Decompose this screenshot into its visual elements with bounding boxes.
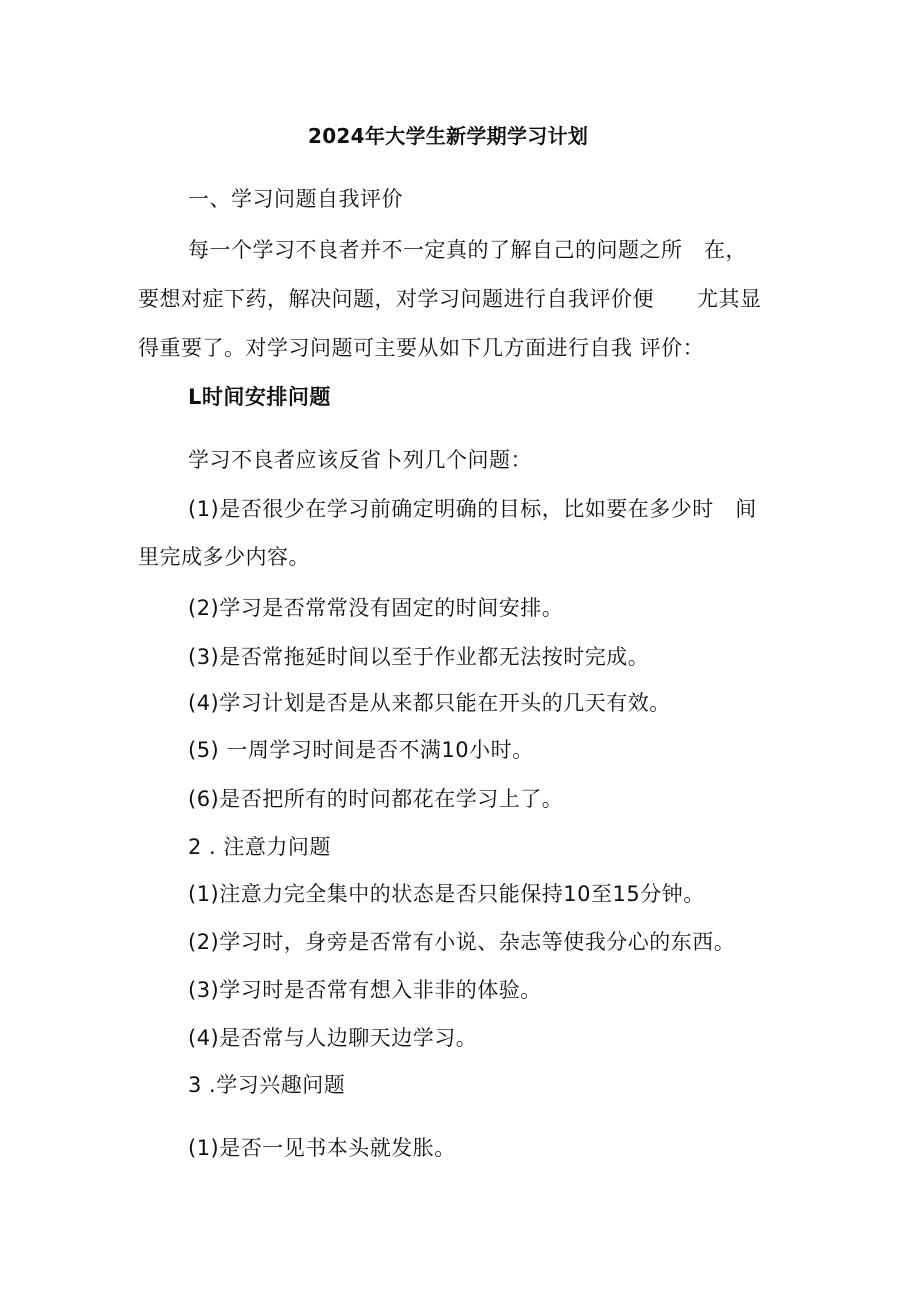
subsection-heading: 3 .学习兴趣问题	[188, 1073, 346, 1097]
subsection-heading: 2 . 注意力问题	[188, 835, 331, 859]
list-item: (2)学习时，身旁是否常有小说、杂志等使我分心的东西。	[188, 930, 736, 954]
list-item: (4)是否常与人边聊天边学习。	[188, 1026, 478, 1050]
list-item: (1)是否一见书本头就发胀。	[188, 1136, 456, 1160]
paragraph-line: 每一个学习不良者并不一定真的了解自己的问题之所 在，	[188, 238, 747, 262]
paragraph-line: 得重要了。对学习问题可主要从如下几方面进行自我 评价：	[138, 336, 705, 360]
list-item: (1)注意力完全集中的状态是否只能保持10至15分钟。	[188, 882, 705, 906]
paragraph-line: 要想对症下药，解决问题，对学习问题进行自我评价便 尤其显	[138, 287, 762, 311]
list-item: (3)学习时是否常有想入非非的体验。	[188, 978, 542, 1002]
list-item-continuation: 里完成多少内容。	[138, 545, 310, 569]
list-item: (4)学习计划是否是从来都只能在开头的几天有效。	[188, 691, 671, 715]
subsection-heading: L时间安排问题	[188, 385, 331, 409]
list-item: (6)是否把所有的时问都花在学习上了。	[188, 787, 564, 811]
list-item: (5) 一周学习时间是否不满10小时。	[188, 738, 534, 762]
list-item: (1)是否很少在学习前确定明确的目标，比如要在多少时 间	[188, 497, 757, 521]
section-heading: 一、学习问题自我评价	[188, 187, 403, 211]
document-title: 2024年大学生新学期学习计划	[308, 124, 589, 148]
list-item: (2)学习是否常常没有固定的时间安排。	[188, 596, 564, 620]
paragraph-line: 学习不良者应该反省卜列几个问题：	[188, 448, 532, 472]
list-item: (3)是否常拖延时间以至于作业都无法按时完成。	[188, 645, 650, 669]
